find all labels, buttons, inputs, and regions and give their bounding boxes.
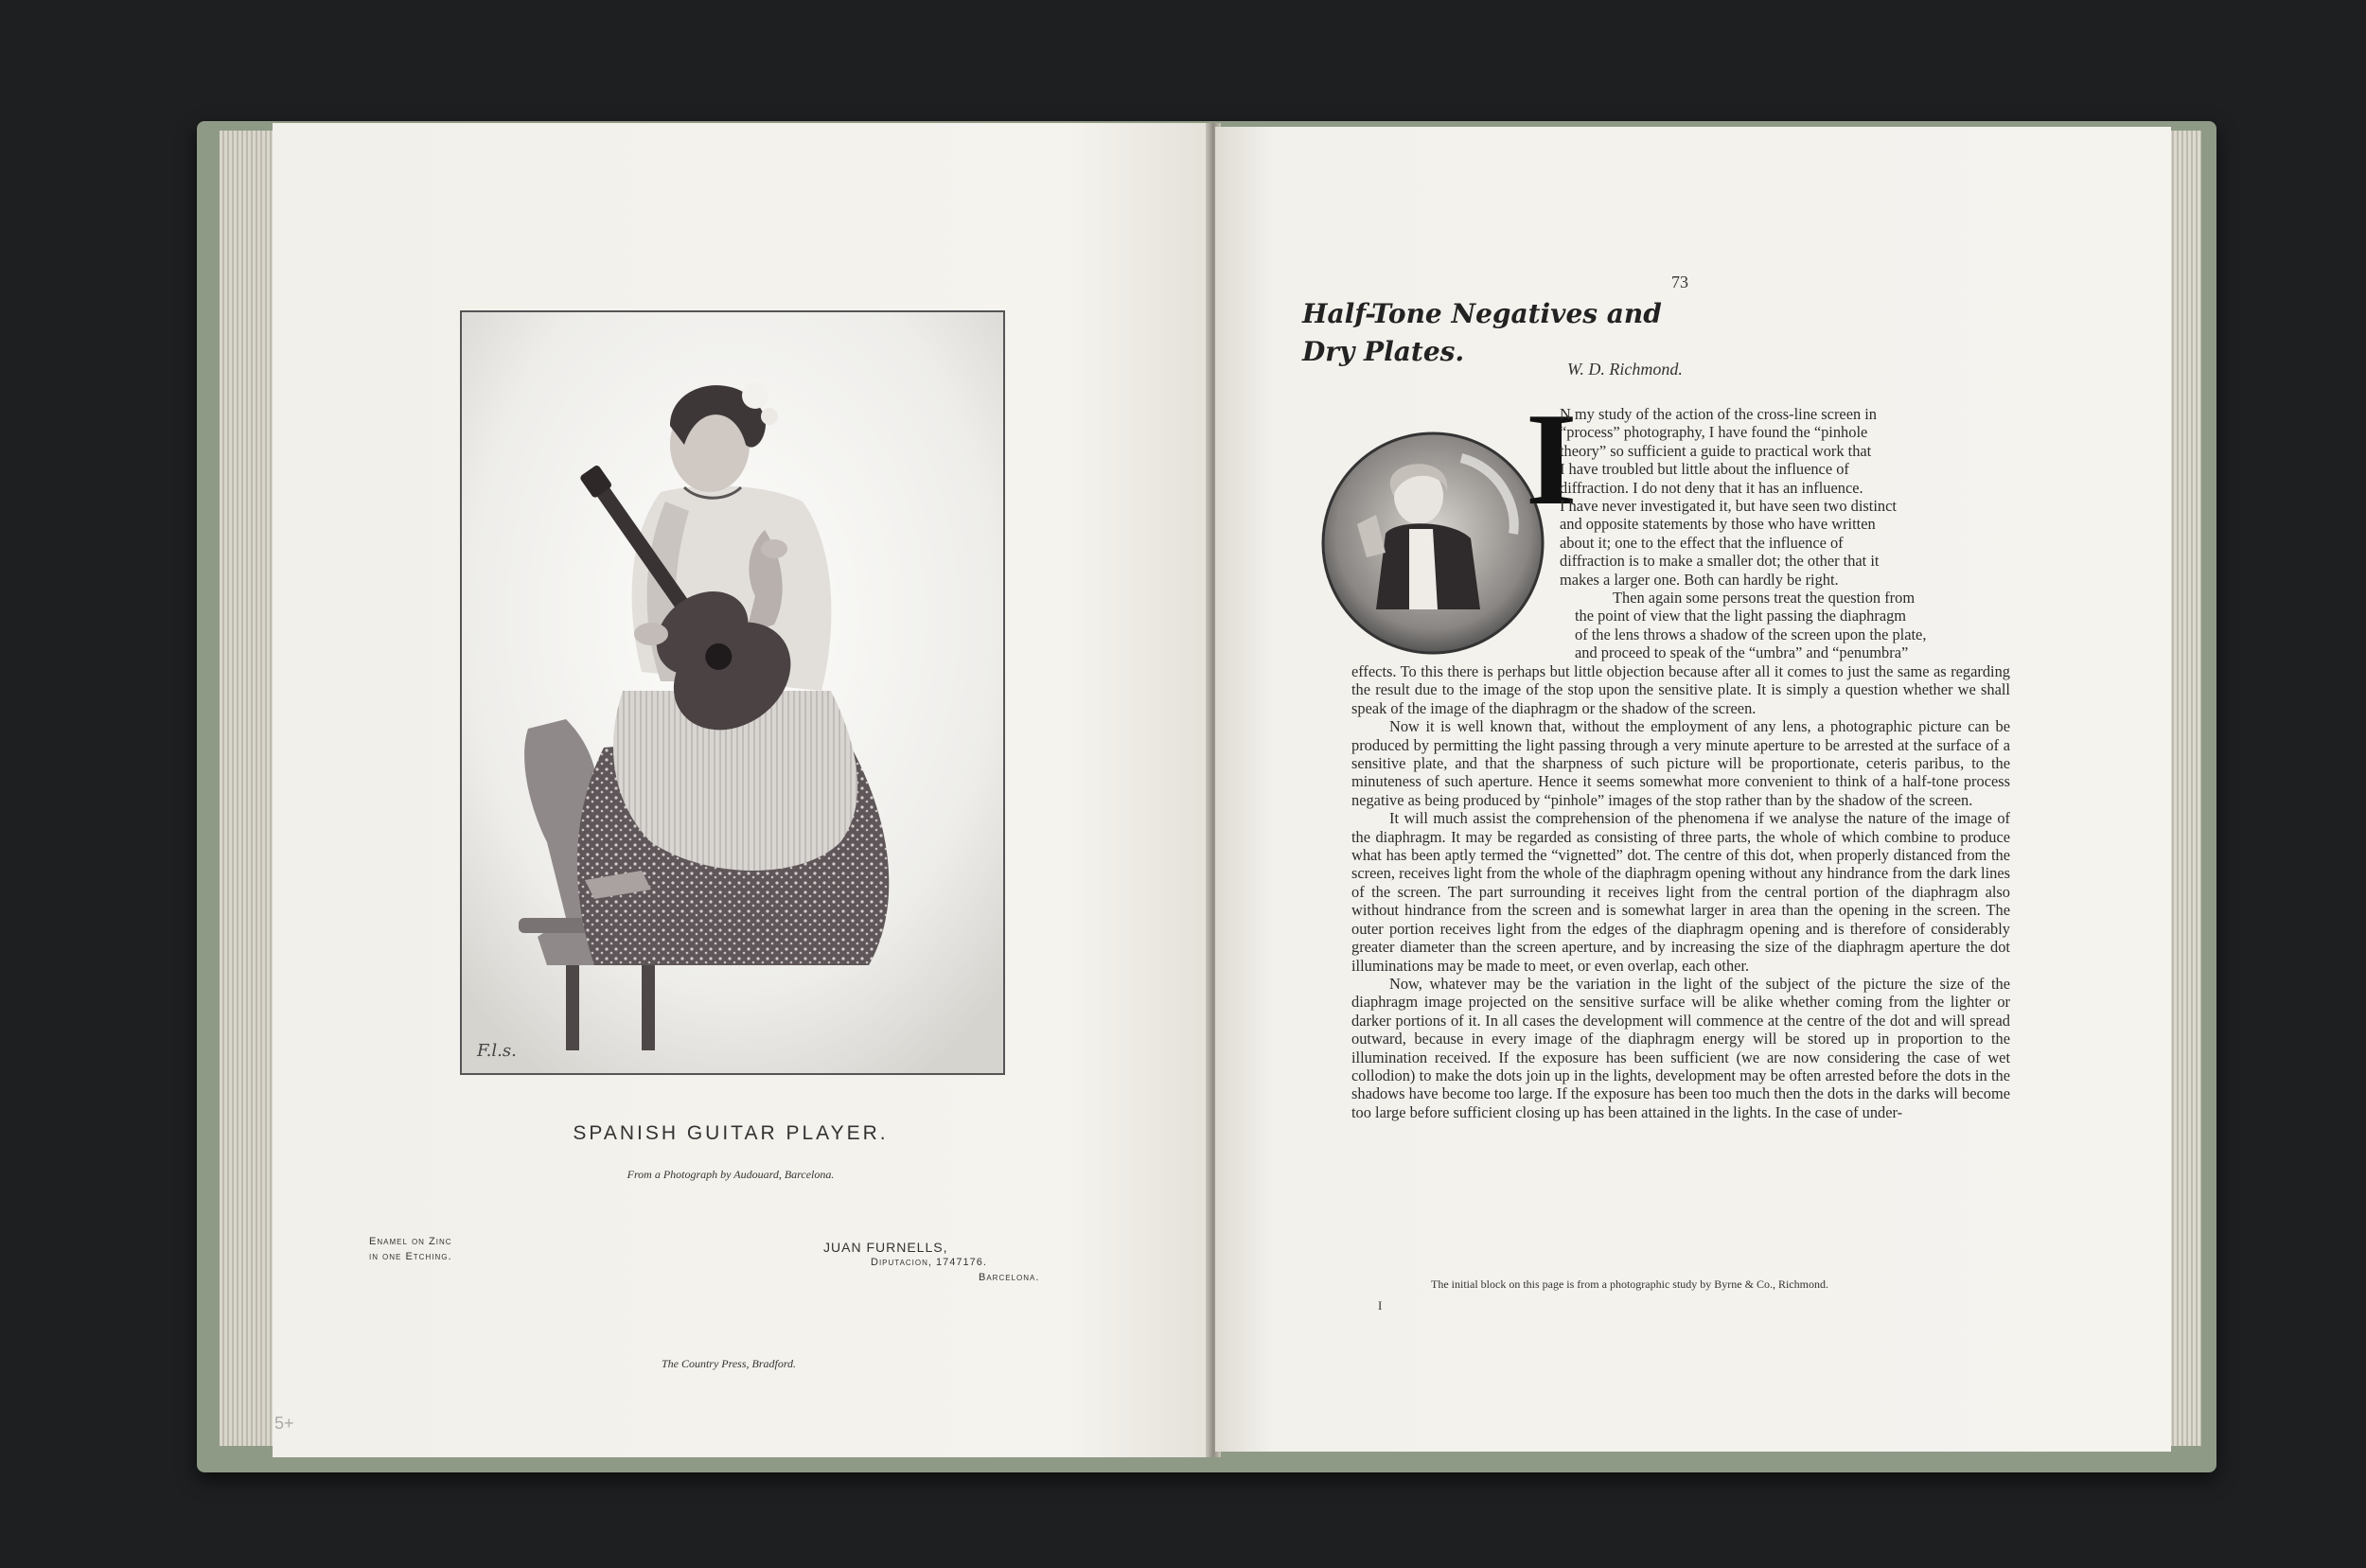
- p2-line: the point of view that the light passing the diaphragm: [1575, 607, 1907, 625]
- signature-mark: I: [1378, 1298, 1383, 1313]
- title-line-2: Dry Plates.: [1302, 336, 1465, 367]
- paragraph-5: Now, whatever may be the variation in the light of the subject of the picture the size of the diaphragm image projected on the sensitive surface will be alike whether coming from the lighter or darker portions of it. In all cases the development will commence at the centre of the dot and will spread outward, because in every image of the diaphragm energy will be stored up in proportion to the illumination received. If the exposure has been sufficient (we are now considering the case of wet collodion) to make the dots join up in the lights, development may be often arrested before the dots in the shadows have become too large. If the exposure has been too much then the dots in the darks will become too large before sufficient closing up has been attained in the lights. In the case of under-: [1351, 974, 2010, 1121]
- p1-line: “process” photography, I have found the “pinhole: [1560, 423, 1868, 442]
- page-number: 73: [1671, 273, 1688, 291]
- p1-line: diffraction is to make a smaller dot; the other that it: [1560, 552, 1880, 571]
- page-edges-left: [220, 131, 276, 1446]
- engraver-city: Barcelona.: [979, 1272, 1040, 1283]
- title-line-1: Half-Tone Negatives and: [1302, 298, 1662, 329]
- drop-cap: I: [1526, 386, 1578, 533]
- plate-caption-source: From a Photograph by Audouard, Barcelona.: [627, 1168, 835, 1181]
- paragraph-2-wrap: [1575, 589, 2010, 662]
- page-edges-right: [2167, 131, 2201, 1446]
- paragraph-1: [1560, 405, 2010, 589]
- paragraph-3: Now it is well known that, without the employment of any lens, a photographic picture can be produced by permitting the light passing through a very minute aperture to be arrested at the surface of a sensitive plate, and that the sharpness of such picture will be proportionate, ceteris paribus, to the minuteness of such aperture. Hence it seems somewhat more convenient to think of a half-tone process negative as being produced by “pinhole” images of the stop rather than by the shadow of the screen.: [1351, 717, 2010, 809]
- article-author: W. D. Richmond.: [1567, 360, 1683, 379]
- plate-monogram: F.l.s.: [477, 1041, 517, 1061]
- p1-line: I have never investigated it, but have seen two distinct: [1560, 497, 1897, 516]
- enamel-line-1: Enamel on Zinc: [369, 1236, 452, 1247]
- enamel-line-2: in one Etching.: [369, 1251, 452, 1262]
- engraver-address: Diputacion, 1747176.: [871, 1257, 987, 1268]
- pencil-mark: 5+: [274, 1414, 294, 1433]
- p1-line: and opposite statements by those who have written: [1560, 515, 1876, 534]
- plate-caption-title: SPANISH GUITAR PLAYER.: [573, 1122, 889, 1144]
- p1-line: about it; one to the effect that the influence of: [1560, 533, 1844, 552]
- photo-plate: [460, 310, 1005, 1075]
- guitar-player-photo: [462, 312, 1003, 1073]
- press-imprint: The Country Press, Bradford.: [661, 1357, 797, 1370]
- p1-line: N my study of the action of the cross-line screen in: [1560, 405, 1878, 423]
- footnote: The initial block on this page is from a photographic study by Byrne & Co., Richmond.: [1431, 1277, 1828, 1291]
- article-body: [1351, 662, 2010, 1121]
- enamel-credit: [369, 1234, 452, 1264]
- paragraph-4: It will much assist the comprehension of the phenomena if we analyse the nature of the image of the diaphragm. It may be regarded as consisting of three parts, the whole of which combine to produce what has been aptly termed the “vignetted” dot. The centre of this dot, when properly distanced from the screen, receives light from the whole of the diaphragm opening without any hindrance from the dark lines of the screen. The part surrounding it receives light from the central portion of the diaphragm also without hindrance from the screen and is somewhat larger in area than the opening in the screen. The outer portion receives light from the edges of the diaphragm opening and is therefore of considerably greater diameter than the screen aperture, and by increasing the size of the diaphragm aperture the dot illuminations may be made to meet, or even overlap, each other.: [1351, 809, 2010, 975]
- p2-line: Then again some persons treat the question from: [1613, 589, 1916, 607]
- p2-line: of the lens throws a shadow of the screen upon the plate,: [1575, 625, 1927, 643]
- p1-line: I have troubled but little about the influence of: [1560, 460, 1849, 479]
- p1-line: theory” so sufficient a guide to practical work that: [1560, 441, 1872, 460]
- engraver-credit: [823, 1240, 1051, 1285]
- p1-line: diffraction. I do not deny that it has an influence.: [1560, 478, 1863, 497]
- paragraph-2: effects. To this there is perhaps but little objection because after all it comes to just the same as regarding the result due to the image of the stop upon the sensitive plate. It is simply a question whether we shall speak of the image of the diaphragm or the shadow of the screen.: [1351, 662, 2010, 717]
- engraver-name: JUAN FURNELLS,: [823, 1240, 948, 1255]
- p2-line: and proceed to speak of the “umbra” and “penumbra”: [1575, 643, 1909, 662]
- initial-vignette-photo: [1319, 430, 1546, 657]
- p1-line: makes a larger one. Both can hardly be right.: [1560, 570, 1839, 589]
